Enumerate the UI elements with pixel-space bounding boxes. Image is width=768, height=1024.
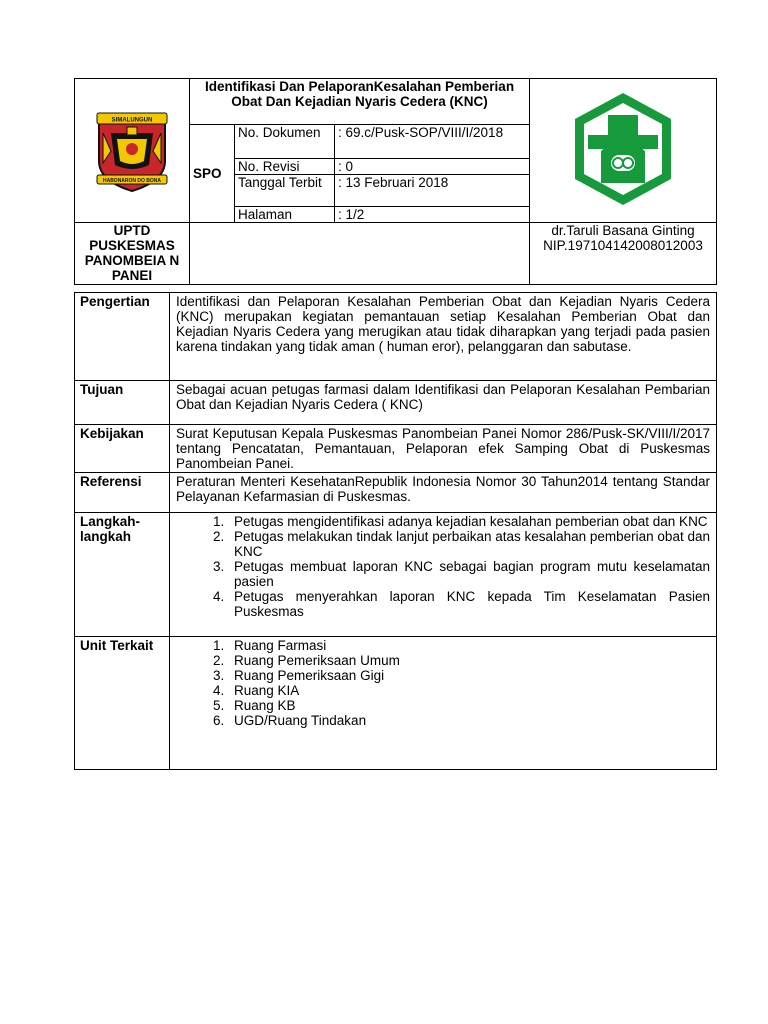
doc-number-value: : 69.c/Pusk-SOP/VIII/I/2018 <box>335 125 530 159</box>
simalungun-crest-icon <box>91 103 173 195</box>
langkah-list <box>176 514 710 619</box>
referensi-label: Referensi <box>75 473 170 513</box>
blank-signature-cell <box>190 223 530 285</box>
document-title: Identifikasi Dan PelaporanKesalahan Pemberian Obat Dan Kejadian Nyaris Cedera (KNC) <box>190 79 530 125</box>
tujuan-label: Tujuan <box>75 381 170 425</box>
kebijakan-text: Surat Keputusan Kepala Puskesmas Panombeian Panei Nomor 286/Pusk-SK/VIII/I/2017 tentang Pencatatan, Pemantauan, Pelaporan efek Samping Obat di Puskesmas Panombeian Panei. <box>170 425 717 473</box>
unit-terkait-list <box>176 638 710 728</box>
crest-top-text: SIMALUNGUN <box>111 117 153 124</box>
list-item: 1. Petugas mengidentifikasi adanya kejadian kesalahan pemberian obat dan KNC <box>228 514 710 529</box>
tujuan-text: Sebagai acuan petugas farmasi dalam Identifikasi dan Pelaporan Kesalahan Pembarian Obat dan Kejadian Nyaris Cedera ( KNC) <box>170 381 717 425</box>
list-item: 1. Ruang Farmasi <box>228 638 710 653</box>
crest-bottom-text: HABONARON DO BONA <box>102 178 162 184</box>
list-item: 4. Ruang KIA <box>228 683 710 698</box>
spo-label: SPO <box>190 125 235 223</box>
header-table <box>74 78 717 285</box>
page-value: : 1/2 <box>335 207 530 223</box>
list-item: 5. Ruang KB <box>228 698 710 713</box>
unit-terkait-list-cell <box>170 637 717 770</box>
signer-name: dr.Taruli Basana Ginting <box>551 223 695 238</box>
pengertian-label: Pengertian <box>75 293 170 381</box>
list-item: 3. Petugas membuat laporan KNC sebagai bagian program mutu keselamatan pasien <box>228 559 710 589</box>
signer-block <box>530 223 717 285</box>
revision-value: : 0 <box>335 159 530 175</box>
kebijakan-label: Kebijakan <box>75 425 170 473</box>
langkah-label: Langkah-langkah <box>75 513 170 637</box>
list-item: 3. Ruang Pemeriksaan Gigi <box>228 668 710 683</box>
left-logo-cell <box>75 79 190 223</box>
doc-number-label: No. Dokumen <box>235 125 335 159</box>
referensi-text: Peraturan Menteri KesehatanRepublik Indonesia Nomor 30 Tahun2014 tentang Standar Pelayanan Kefarmasian di Puskesmas. <box>170 473 717 513</box>
signer-nip: NIP.197104142008012003 <box>543 238 703 253</box>
content-table <box>74 292 717 770</box>
unit-terkait-label: Unit Terkait <box>75 637 170 770</box>
page-label: Halaman <box>235 207 335 223</box>
pengertian-text: Identifikasi dan Pelaporan Kesalahan Pemberian Obat dan Kejadian Nyaris Cedera (KNC) merupakan kegiatan pemantauan setiap Kesalahan Pemberian Obat dan Kejadian Nyaris Cedera yang merugikan atau tidak diharapkan yang terjadi pada pasien karena tindakan yang tidak aman ( human eror), pelanggaran dan sabutase. <box>170 293 717 381</box>
issue-date-label: Tanggal Terbit <box>235 175 335 207</box>
list-item: 2. Ruang Pemeriksaan Umum <box>228 653 710 668</box>
list-item: 6. UGD/Ruang Tindakan <box>228 713 710 728</box>
right-logo-cell <box>530 79 717 223</box>
list-item: 2. Petugas melakukan tindak lanjut perbaikan atas kesalahan pemberian obat dan KNC <box>228 529 710 559</box>
langkah-list-cell <box>170 513 717 637</box>
unit-name: UPTD PUSKESMAS PANOMBEIA N PANEI <box>75 223 190 285</box>
list-item: 4. Petugas menyerahkan laporan KNC kepada Tim Keselamatan Pasien Puskesmas <box>228 589 710 619</box>
revision-label: No. Revisi <box>235 159 335 175</box>
issue-date-value: : 13 Februari 2018 <box>335 175 530 207</box>
kemenkes-logo-icon <box>563 89 683 209</box>
